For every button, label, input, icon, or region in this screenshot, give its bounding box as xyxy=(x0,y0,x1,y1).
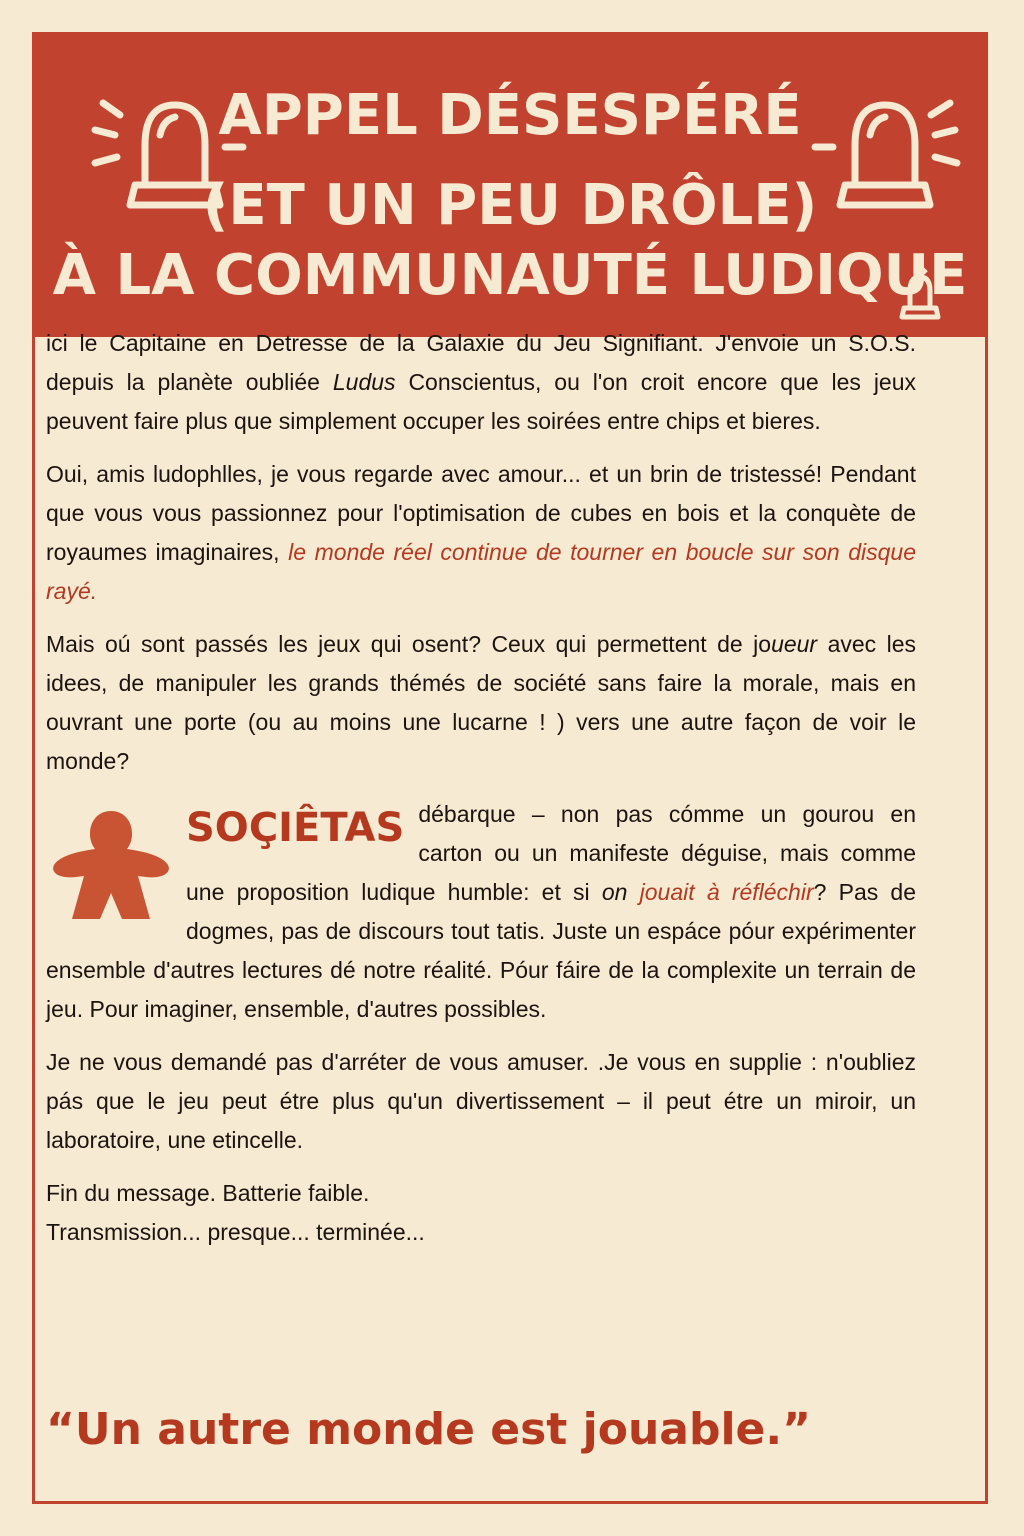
paragraph-4 xyxy=(46,795,916,1029)
title-line-3: À LA COMMUNAUTÉ LUDIQUE xyxy=(52,243,968,308)
body-text xyxy=(46,324,916,1252)
p4-text-a: débarque – non pas cómme un gourou en carton ou un manifeste déguise, mais comme une proposition ludique humble: et si xyxy=(186,801,916,905)
footer-quote: “Un autre monde est jouable.” xyxy=(46,1404,812,1455)
paragraph-5 xyxy=(46,1043,916,1160)
p3-text-a: Mais oú sont passés les jeux qui osent? Ceux qui permettent de jo xyxy=(46,631,772,657)
header-banner xyxy=(35,35,985,337)
p2-text: Oui, amis ludophlles, je vous regarde avec amour... et un brin de tristessé! Pendant que vous vous passionnez pour l'optimisation de cubes en bois et la conquète de royaumes imaginaires, xyxy=(46,461,916,565)
p1-italic: Ludus xyxy=(332,369,396,395)
end-message xyxy=(46,1174,916,1252)
p5-text: Je ne vous demandé pas d'arréter de vous amuser. .Je vous en supplie : n'oubliez pás que le jeu peut étre plus qu'un divertissement – il peut étre un miroir, un laboratoire, une etincelle. xyxy=(46,1049,916,1153)
p3-italic: ueur xyxy=(771,631,818,657)
meeple-icon xyxy=(46,807,176,927)
p1-text: ici le Capitaine en Detresse de la Galaxie du Jeu Signifiant. J'envoie un S.O.S. depuis la planète oubliée xyxy=(46,330,916,395)
p4-italic-on: on xyxy=(601,879,628,905)
paragraph-1 xyxy=(46,324,916,441)
title-line-2: (ET UN PEU DRÔLE) xyxy=(202,173,818,238)
end-line-2: Transmission... presque... terminée... xyxy=(46,1219,425,1245)
p3-text-b: avec les idees, de manipuler les grands thémés de société sans faire la morale, mais en ouvrant une porte (ou au moins une lucarne ! ) vers une autre façon de voir le monde? xyxy=(46,631,916,774)
p2-highlight: le monde réel continue de tourner en boucle sur son disque rayé. xyxy=(46,539,917,604)
siren-icon xyxy=(890,263,950,323)
p4-highlight: jouait à réfléchir xyxy=(639,879,814,905)
end-line-1: Fin du message. Batterie faible. xyxy=(46,1180,370,1206)
societas-title: SOÇIÊTAS xyxy=(186,805,405,851)
p4-text-b: ? Pas de dogmes, pas de discours tout tatis. Juste un espáce póur expérimenter ensemble d'autres lectures dé notre réalité. Póur fáire de la complexite un terrain de jeu. Pour imaginer, ensemble, d'autres possibles. xyxy=(46,879,917,1022)
title-line-1: APPEL DÉSESPÉRÉ xyxy=(218,83,802,148)
paragraph-2 xyxy=(46,455,916,611)
paragraph-3 xyxy=(46,625,916,781)
p1-rest: Conscientus, ou l'on croit encore que les jeux peuvent faire plus que simplement occuper les soirées entre chips et bieres. xyxy=(46,369,917,434)
